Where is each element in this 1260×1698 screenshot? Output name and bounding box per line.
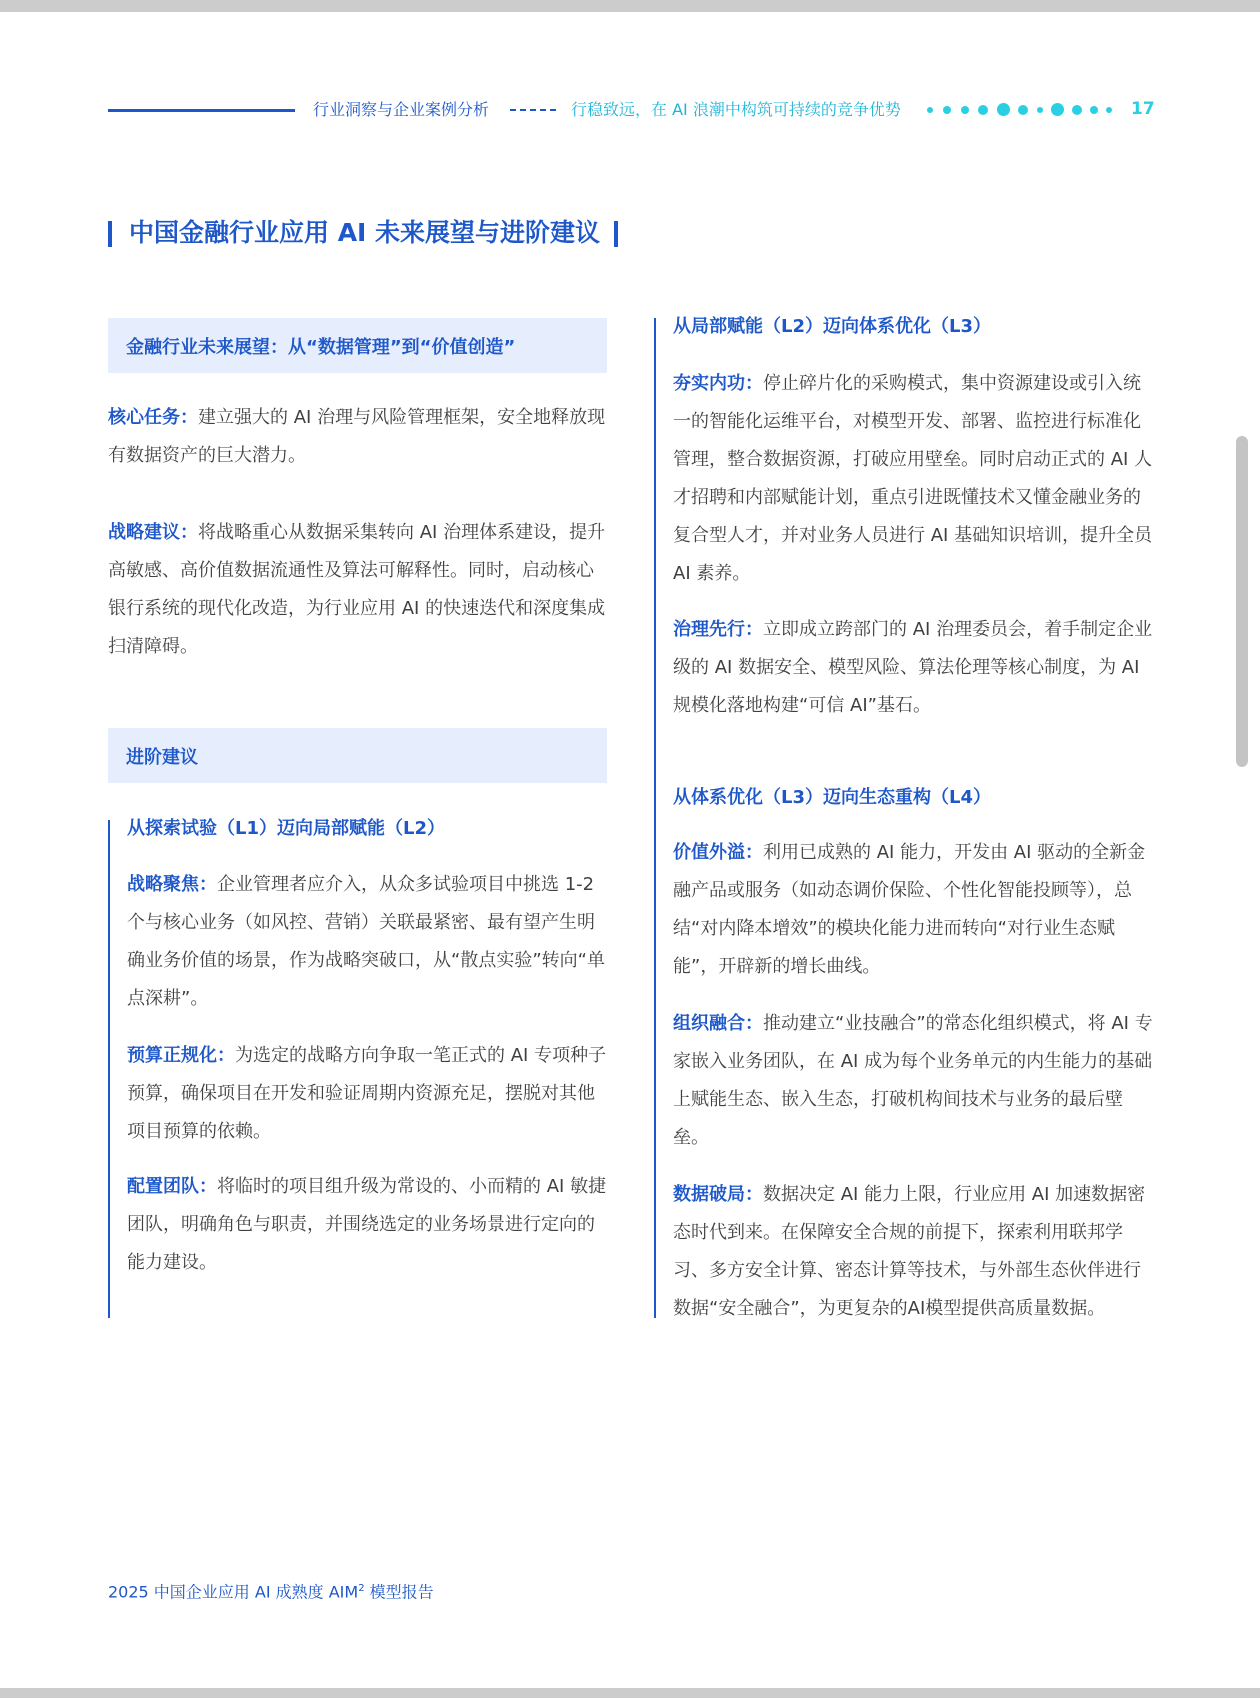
strategy-paragraph xyxy=(108,514,610,666)
l2-l3-heading: 从局部赋能（L2）迈向体系优化（L3） xyxy=(673,316,991,337)
budget-paragraph xyxy=(127,1037,610,1151)
governance-label: 治理先行： xyxy=(673,619,763,640)
l3-l4-heading: 从体系优化（L3）迈向生态重构（L4） xyxy=(673,787,991,808)
focus-text: 企业管理者应介入，从众多试验项目中挑选 1-2 个与核心业务（如风控、营销）关联最紧密、最有望产生明确业务价值的场景，作为战略突破口，从“散点实验”转向“单点深耕”。 xyxy=(127,874,605,1009)
data-label: 数据破局： xyxy=(673,1184,763,1205)
core-task-paragraph xyxy=(108,399,610,475)
right-column-rule xyxy=(654,318,656,1318)
strategy-text: 将战略重心从数据采集转向 AI 治理体系建设，提升高敏感、高价值数据流通性及算法可解释性。同时，启动核心银行系统的现代化改造，为行业应用 AI 的快速迭代和深度集成扫清障碍。 xyxy=(108,522,606,657)
header-rule xyxy=(108,109,295,112)
org-paragraph xyxy=(673,1005,1156,1157)
data-paragraph xyxy=(673,1176,1156,1328)
budget-label: 预算正规化： xyxy=(127,1045,235,1066)
data-text: 数据决定 AI 能力上限，行业应用 AI 加速数据密态时代到来。在保障安全合规的前提下，探索利用联邦学习、多方安全计算、密态计算等技术，与外部生态伙伴进行数据“安全融合”，为更复杂的AI模型提供高质量数据。 xyxy=(673,1184,1146,1319)
scrollbar-thumb[interactable] xyxy=(1236,436,1248,767)
footer-prefix: 2025 中国企业应用 AI 成熟度 AIM xyxy=(108,1582,359,1602)
internal-label: 夯实内功： xyxy=(673,373,763,394)
internal-paragraph xyxy=(673,365,1156,593)
strategy-label: 战略建议： xyxy=(108,522,198,543)
footer-superscript: 2 xyxy=(358,1583,365,1594)
governance-paragraph xyxy=(673,611,1156,725)
page-top-edge xyxy=(0,0,1260,12)
value-paragraph xyxy=(673,834,1156,986)
title-left-bar xyxy=(108,221,112,247)
focus-paragraph xyxy=(127,866,610,1018)
budget-text: 为选定的战略方向争取一笔正式的 AI 专项种子预算，确保项目在开发和验证周期内资源充足，摆脱对其他项目预算的依赖。 xyxy=(127,1045,607,1142)
internal-text: 停止碎片化的采购模式，集中资源建设或引入统一的智能化运维平台，对模型开发、部署、监控进行标准化管理，整合数据资源，打破应用壁垒。同时启动正式的 AI 人才招聘和内部赋能计划，重点引进既懂技术又懂金融业务的复合型人才，并对业务人员进行 AI 基础知识培训，提升全员 AI 素养。 xyxy=(673,373,1153,584)
team-paragraph xyxy=(127,1168,610,1282)
page-title: 中国金融行业应用 AI 未来展望与进阶建议 xyxy=(129,218,601,247)
core-task-text: 建立强大的 AI 治理与风险管理框架，安全地释放现有数据资产的巨大潜力。 xyxy=(108,407,606,466)
governance-text: 立即成立跨部门的 AI 治理委员会，着手制定企业级的 AI 数据安全、模型风险、算法伦理等核心制度，为 AI 规模化落地构建“可信 AI”基石。 xyxy=(673,619,1153,716)
core-task-label: 核心任务： xyxy=(108,407,198,428)
advanced-box-label: 进阶建议 xyxy=(126,747,198,768)
header-dot-ornament xyxy=(927,102,1113,118)
value-text: 利用已成熟的 AI 能力，开发由 AI 驱动的全新金融产品或服务（如动态调价保险、个性化智能投顾等），总结“对内降本增效”的模块化能力进而转向“对行业生态赋能”，开辟新的增长曲线。 xyxy=(673,842,1146,977)
report-footer xyxy=(108,1578,434,1603)
page-bottom-edge xyxy=(0,1688,1260,1698)
focus-label: 战略聚焦： xyxy=(127,874,217,895)
value-label: 价值外溢： xyxy=(673,842,763,863)
l1-l2-heading: 从探索试验（L1）迈向局部赋能（L2） xyxy=(127,818,445,839)
outlook-box-label: 金融行业未来展望：从“数据管理”到“价值创造” xyxy=(126,337,516,358)
header-subtitle: 行稳致远，在 AI 浪潮中构筑可持续的竞争优势 xyxy=(571,100,901,119)
team-text: 将临时的项目组升级为常设的、小而精的 AI 敏捷团队，明确角色与职责，并围绕选定的业务场景进行定向的能力建设。 xyxy=(127,1176,607,1273)
header-dash-divider xyxy=(510,109,556,111)
advanced-box xyxy=(108,728,607,783)
page-number: 17 xyxy=(1131,99,1155,119)
org-label: 组织融合： xyxy=(673,1013,763,1034)
title-right-bar xyxy=(614,221,618,247)
left-section-rule xyxy=(108,820,110,1318)
team-label: 配置团队： xyxy=(127,1176,217,1197)
org-text: 推动建立“业技融合”的常态化组织模式，将 AI 专家嵌入业务团队，在 AI 成为每个业务单元的内生能力的基础上赋能生态、嵌入生态，打破机构间技术与业务的最后壁垒。 xyxy=(673,1013,1153,1148)
footer-suffix: 模型报告 xyxy=(364,1582,434,1602)
outlook-box xyxy=(108,318,607,373)
header-section-label: 行业洞察与企业案例分析 xyxy=(313,100,490,119)
